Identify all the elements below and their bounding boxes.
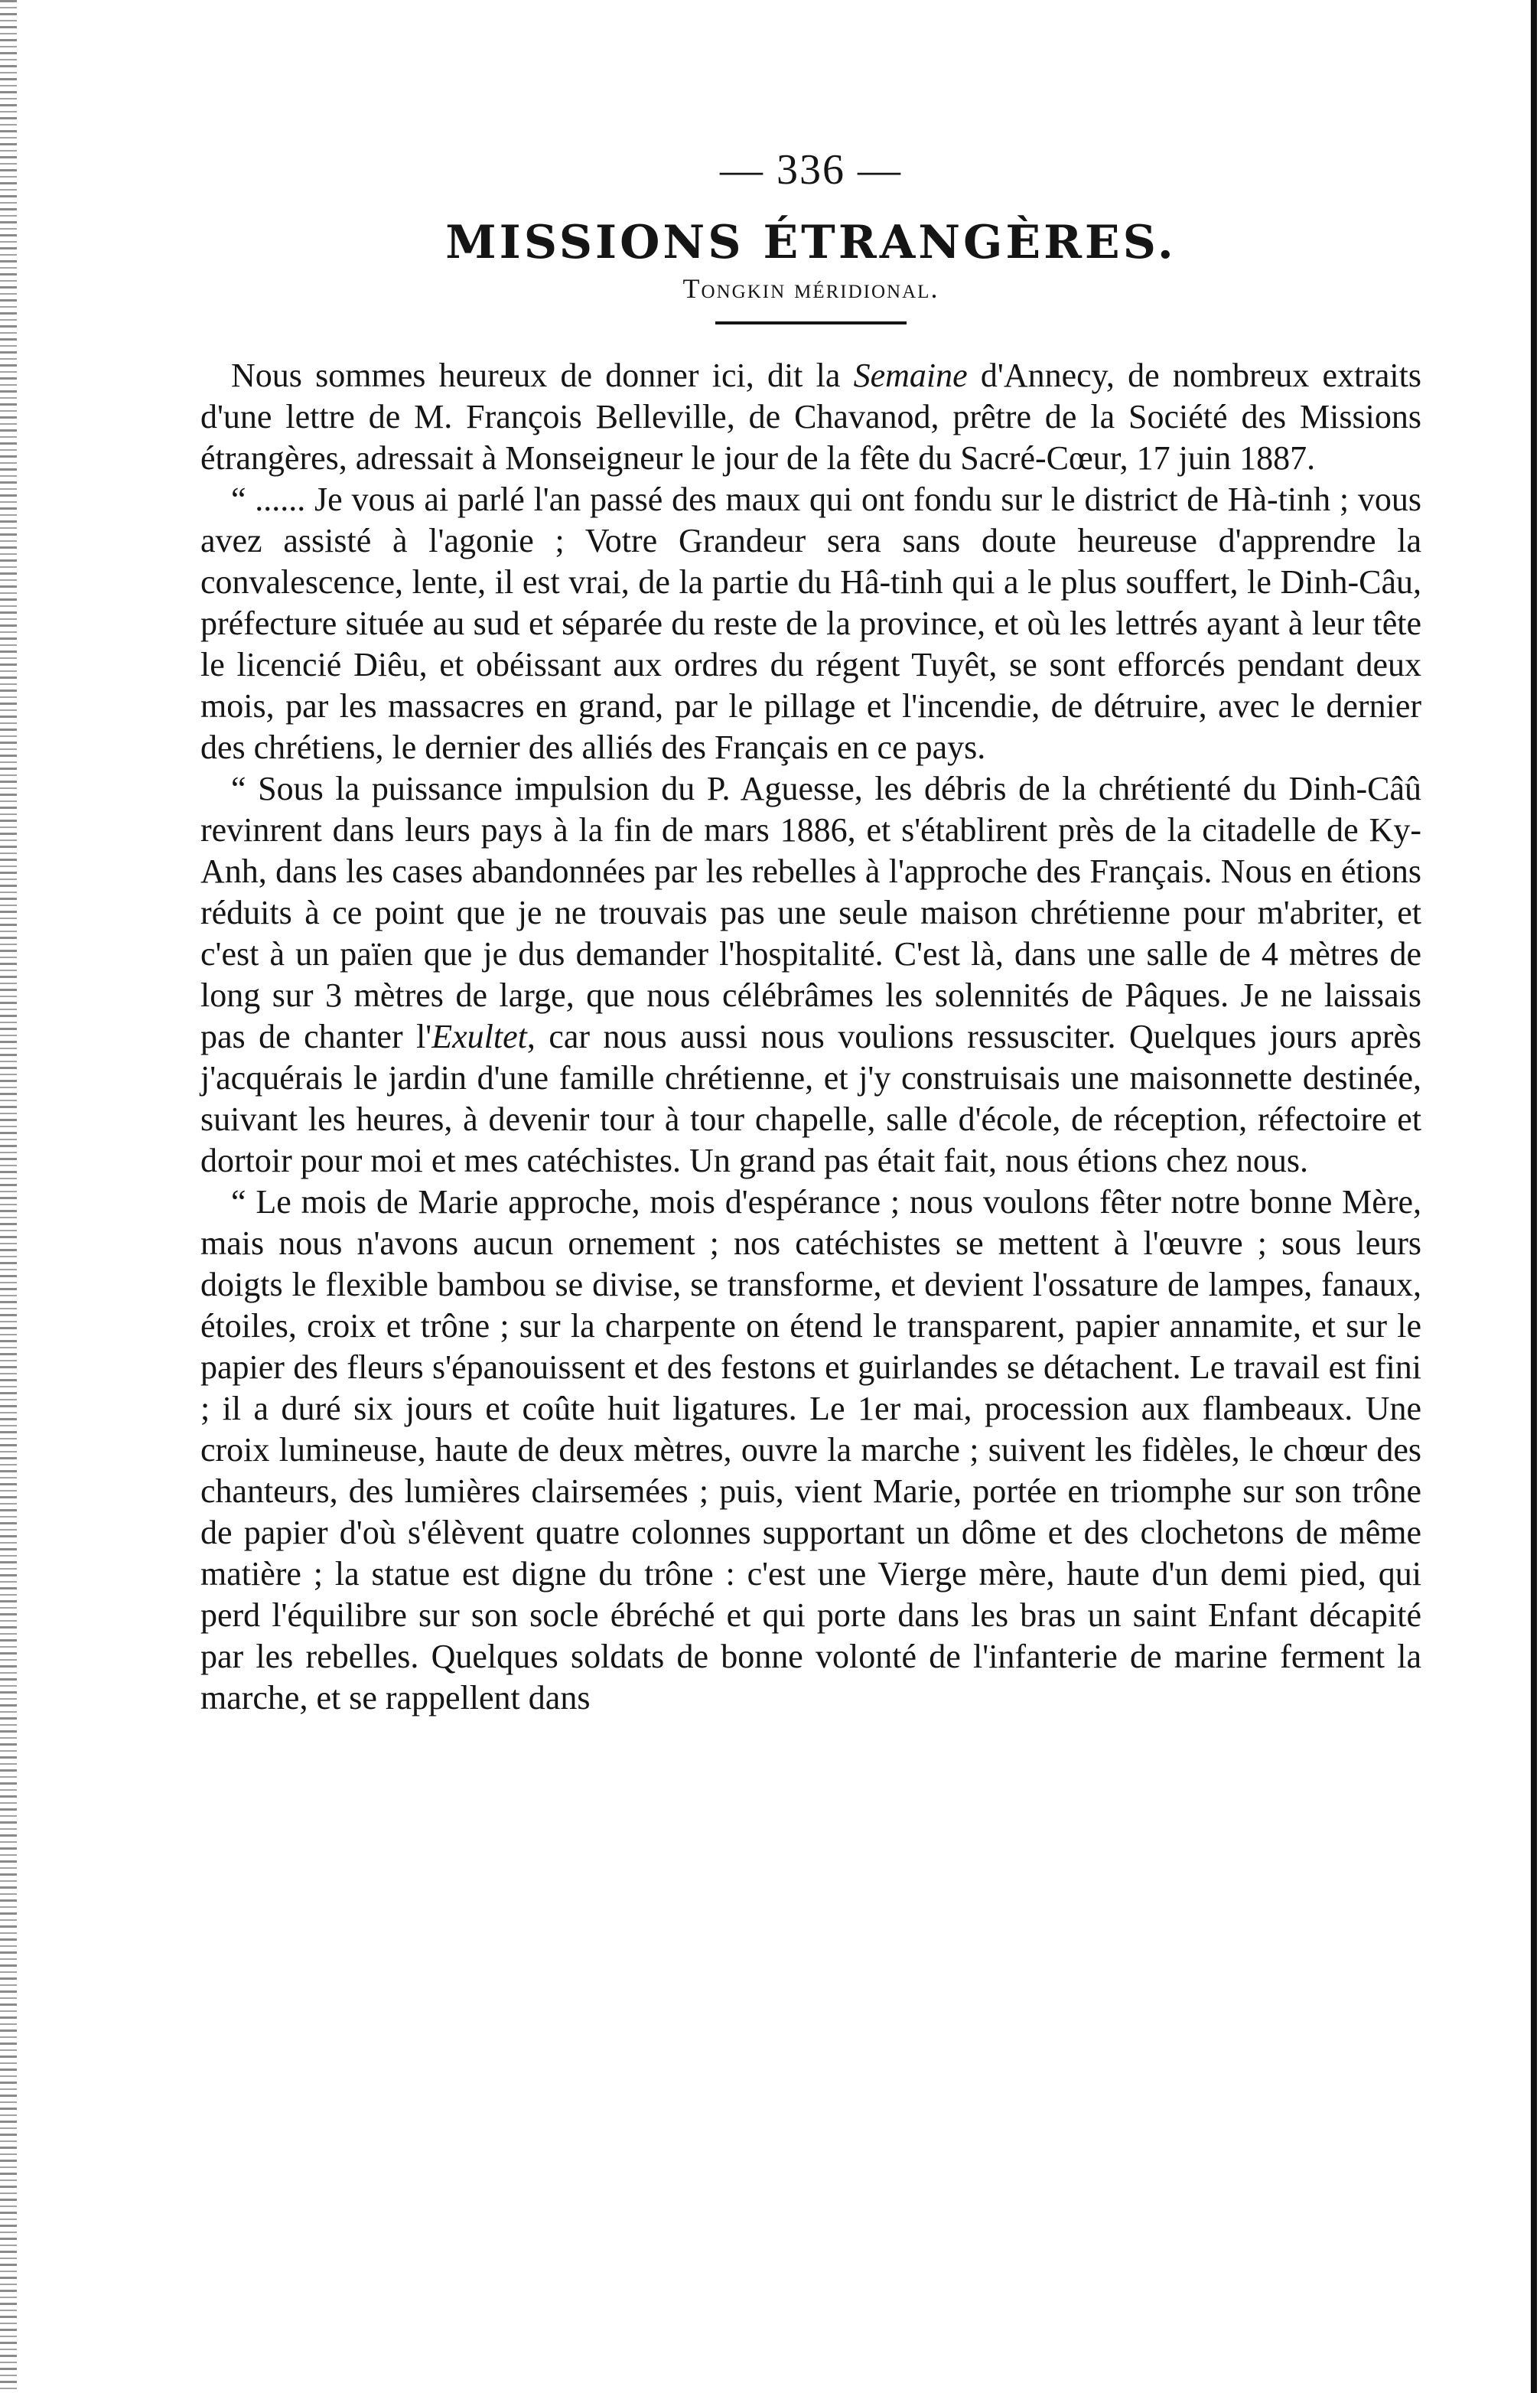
section-subtitle: Tongkin méridional.: [682, 273, 939, 304]
paragraph-2: [200, 479, 1421, 768]
paragraph-4-text-a: “ Le mois de Marie approche, mois d'espérance ; nous voulons fêter notre bonne Mère, mais nous n'avons aucun ornement ; nos catéchistes se mettent à l'œuvre ; sous leurs doigts le flexible bambou se divise, se transforme, et devient l'ossature de lampes, fanaux, étoiles, croix et trône ; sur la charpente on étend le transparent, papier annamite, et sur le papier des fleurs s'épanouissent et des festons et guirlandes se détachent. Le travail est fini ; il a duré six jours et coûte huit ligatures. Le 1er mai, procession aux flambeaux. Une croix lumineuse, haute de deux mètres, ouvre la marche ; suivent les fidèles, le chœur des chanteurs, des lumières clairsemées ; puis, vient Marie, portée en triomphe sur son trône de papier d'où s'élèvent quatre colonnes supportant un dôme et des clochetons de même matière ; la statue est digne du trône : c'est une Vierge mère, haute d'un demi pied, qui perd l'équilibre sur son socle ébréché et qui porte dans les bras un saint Enfant décapité par les rebelles. Quelques soldats de bonne volonté de l'infanterie de marine ferment la marche, et se rappellent dans: [200, 1183, 1421, 1717]
scanned-page-border: [1531, 0, 1537, 2393]
scanned-binding-edge: [0, 0, 17, 2393]
paragraph-3-text-a: “ Sous la puissance impulsion du P. Aguesse, les débris de la chrétienté du Dinh-Câû revinrent dans leurs pays à la fin de mars 1886, et s'établirent près de la citadelle de Ky-Anh, dans les cases abandonnées par les rebelles à l'approche des Français. Nous en étions réduits à ce point que je ne trouvais pas une seule maison chrétienne pour m'abriter, et c'est à un païen que je dus demander l'hospitalité. C'est là, dans une salle de 4 mètres de long sur 3 mètres de large, que nous célébrâmes les solennités de Pâques. Je ne laissais pas de chanter l': [200, 770, 1421, 1055]
paragraph-1-text-b: d'Annecy, de nombreux extraits d'une lettre de M. François Belleville, de Chavanod, prêtre de la Société des Missions étrangères, adressait à Monseigneur le jour de la fête du Sacré-Cœur, 17 juin 1887.: [200, 357, 1421, 477]
page-number: — 336 —: [720, 146, 902, 194]
title-divider: [715, 321, 907, 324]
paragraph-1-text-a: Nous sommes heureux de donner ici, dit la: [231, 357, 854, 394]
paragraph-3-text-b: , car nous aussi nous voulions ressusciter. Quelques jours après j'acquérais le jardin d'une famille chrétienne, et j'y construisais une maisonnette destinée, suivant les heures, à devenir tour à tour chapelle, salle d'école, de réception, réfectoire et dortoir pour moi et mes catéchistes. Un grand pas était fait, nous étions chez nous.: [200, 1018, 1421, 1179]
paragraph-3-italic: Exultet: [431, 1018, 527, 1055]
page-content: [200, 145, 1421, 1719]
paragraph-1-italic: Semaine: [853, 357, 968, 394]
paragraph-4: [200, 1182, 1421, 1719]
paragraph-3: [200, 768, 1421, 1182]
section-title: MISSIONS ÉTRANGÈRES.: [445, 216, 1177, 269]
paragraph-1: [200, 355, 1421, 479]
paragraph-2-text-a: “ ...... Je vous ai parlé l'an passé des maux qui ont fondu sur le district de Hà-tinh ; vous avez assisté à l'agonie ; Votre Grandeur sera sans doute heureuse d'apprendre la convalescence, lente, il est vrai, de la partie du Hâ-tinh qui a le plus souffert, le Dinh-Câu, préfecture située au sud et séparée du reste de la province, et où les lettrés ayant à leur tête le licencié Diêu, et obéissant aux ordres du régent Tuyêt, se sont efforcés pendant deux mois, par les massacres en grand, par le pillage et l'incendie, de détruire, avec le dernier des chrétiens, le dernier des alliés des Français en ce pays.: [200, 481, 1421, 766]
